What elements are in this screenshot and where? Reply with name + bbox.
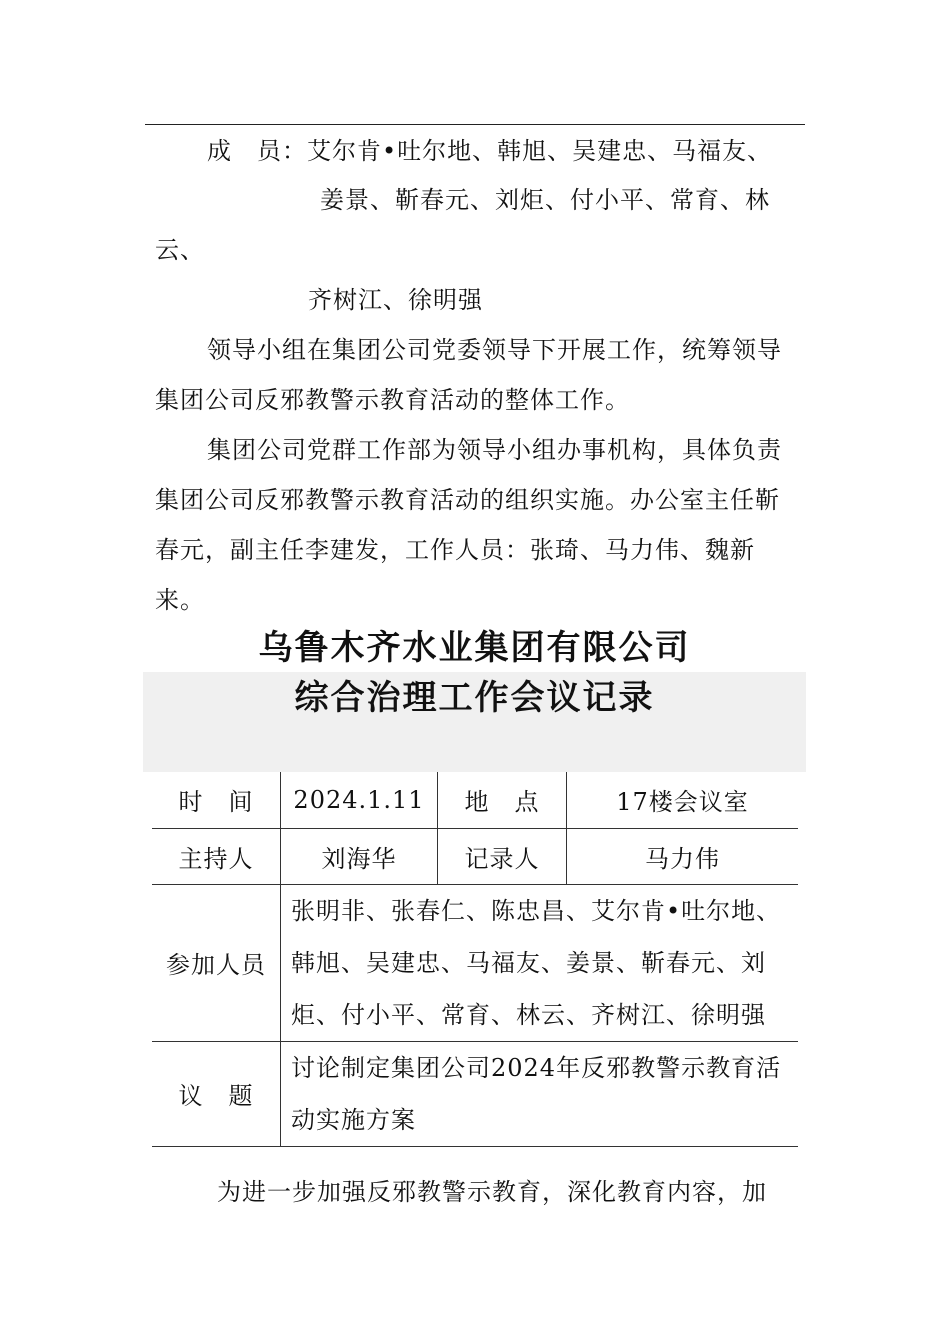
para2-line-3: 春元，副主任李建发，工作人员：张琦、马力伟、魏新 [155,536,755,564]
attendees-line-1: 张明非、张春仁、陈忠昌、艾尔肯•吐尔地、 [291,896,782,925]
para2-line-4: 来。 [155,586,205,614]
time-label: 时 间 [152,772,281,828]
members-line-3: 云、 [155,236,205,264]
table-row [152,828,798,884]
recorder-label: 记录人 [438,828,567,884]
table-row [152,1041,798,1146]
record-title-company: 乌鲁木齐水业集团有限公司 [258,628,691,668]
time-value: 2024.1.11 [281,772,438,828]
para1-line-2: 集团公司反邪教警示教育活动的整体工作。 [155,386,630,414]
closing-line-1: 为进一步加强反邪教警示教育，深化教育内容，加 [217,1178,767,1206]
table-row [152,772,798,828]
para2-line-1: 集团公司党群工作部为领导小组办事机构，具体负责 [207,436,782,464]
attendees-line-3: 炬、付小平、常育、林云、齐树江、徐明强 [291,1000,766,1029]
header-rule [145,124,805,125]
recorder-value: 马力伟 [567,828,799,884]
place-label: 地 点 [438,772,567,828]
topic-label: 议 题 [152,1041,281,1146]
members-names-1: 艾尔肯•吐尔地、韩旭、吴建忠、马福友、 [307,137,773,165]
host-label: 主持人 [152,828,281,884]
topic-line-1: 讨论制定集团公司2024年反邪教警示教育活 [291,1053,782,1082]
members-label: 成 员： [207,137,307,165]
place-value: 17楼会议室 [567,772,799,828]
table-row [152,884,798,1041]
record-title-meeting: 综合治理工作会议记录 [294,678,655,718]
members-line-4: 齐树江、徐明强 [308,286,483,314]
attendees-label: 参加人员 [152,884,281,1041]
meeting-record-table [152,772,798,1147]
attendees-value [281,884,799,1041]
topic-line-2: 动实施方案 [291,1105,416,1134]
attendees-line-2: 韩旭、吴建忠、马福友、姜景、靳春元、刘 [291,948,766,977]
topic-value [281,1041,799,1146]
para2-line-2: 集团公司反邪教警示教育活动的组织实施。办公室主任靳 [155,486,780,514]
para1-line-1: 领导小组在集团公司党委领导下开展工作，统筹领导 [207,336,782,364]
members-line-2: 姜景、靳春元、刘炬、付小平、常育、林 [320,186,770,214]
host-value: 刘海华 [281,828,438,884]
members-line-1 [207,136,772,166]
